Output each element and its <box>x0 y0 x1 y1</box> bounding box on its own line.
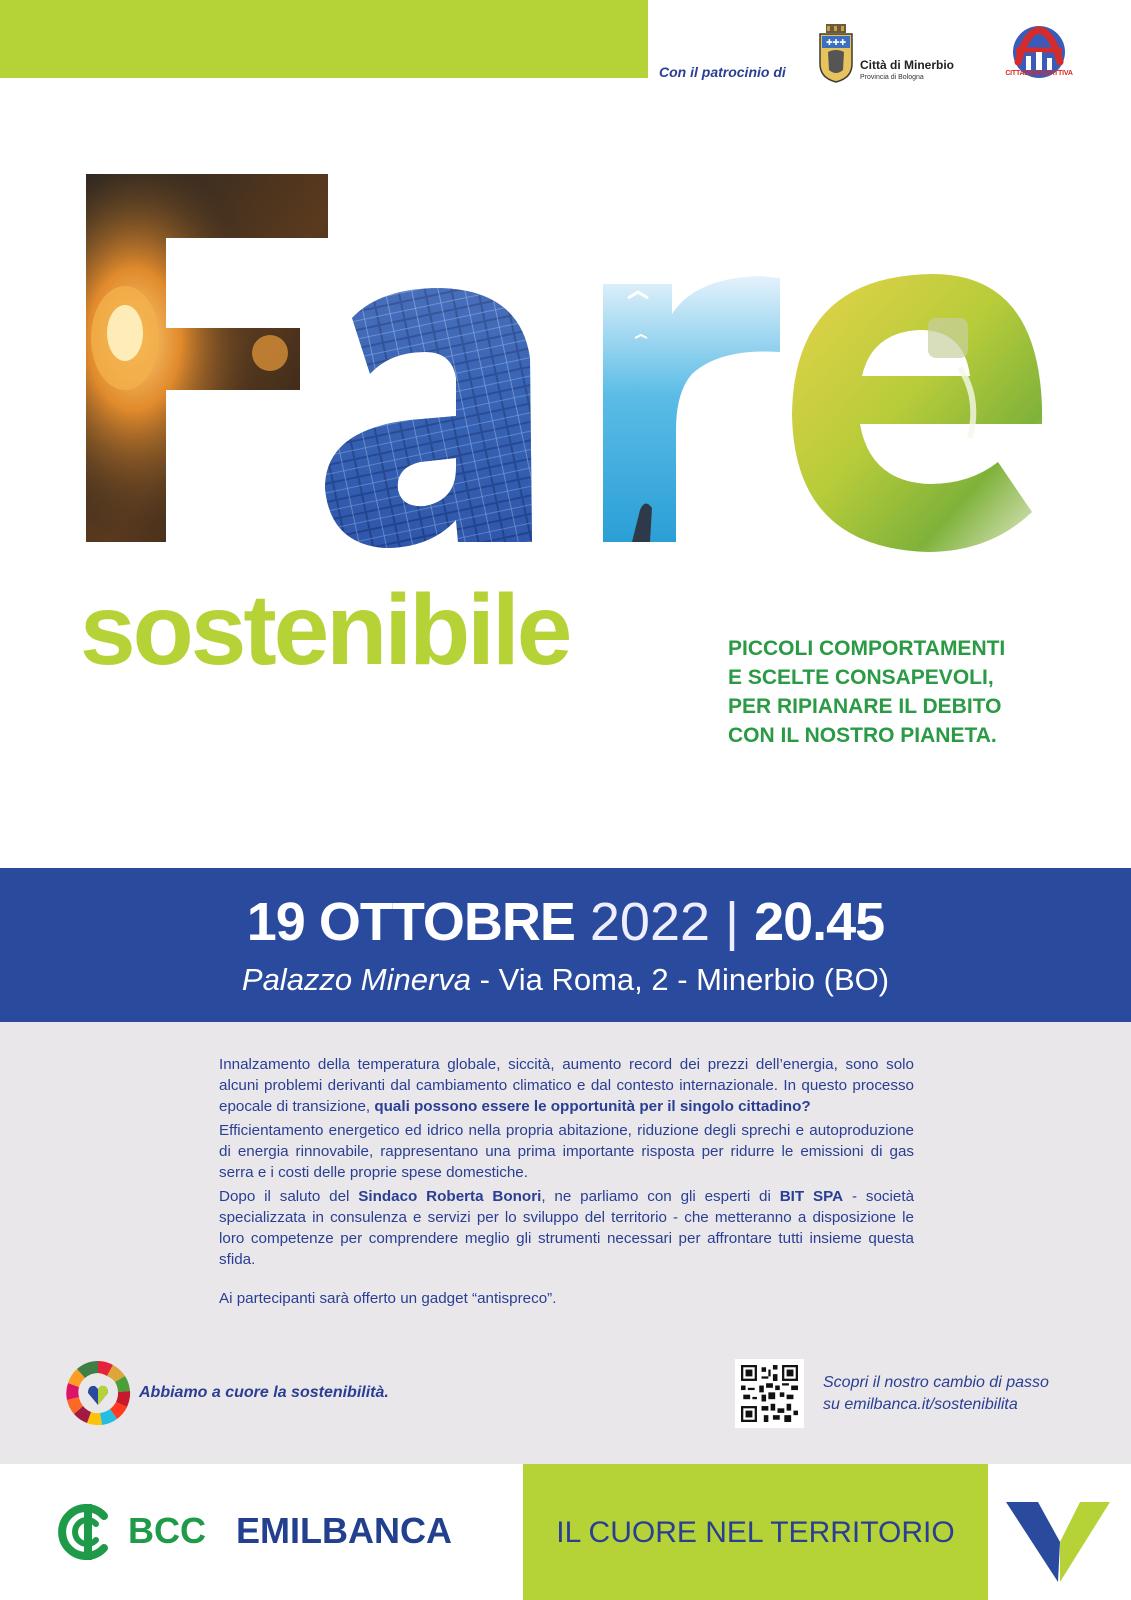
hero-title <box>80 168 1060 558</box>
sustainability-claim: Abbiamo a cuore la sostenibilità. <box>139 1384 389 1401</box>
slogan-box <box>523 1464 988 1600</box>
bcc-label: BCC <box>128 1510 206 1551</box>
footer <box>0 1464 1131 1600</box>
qr-code-icon[interactable] <box>735 1359 804 1428</box>
bank-slogan: IL CUORE NEL TERRITORIO <box>556 1516 955 1549</box>
body-paragraph-3 <box>219 1186 914 1270</box>
discover-link[interactable] <box>823 1372 1049 1416</box>
hero-tagline <box>728 634 1005 750</box>
association-name: CITTADINANZATTIVA <box>1005 70 1073 77</box>
bcc-logo-icon <box>58 1502 118 1562</box>
event-band <box>0 868 1131 1022</box>
mayor-name: Sindaco Roberta Bonori <box>358 1188 542 1205</box>
city-province: Provincia di Bologna <box>860 74 924 81</box>
letter-f <box>86 174 328 542</box>
city-crest-icon <box>816 24 856 84</box>
letter-a <box>325 288 532 548</box>
gadget-note: Ai partecipanti sarà offerto un gadget “antispreco”. <box>219 1290 557 1307</box>
body-paragraph-2: Efficientamento energetico ed idrico nella propria abitazione, riduzione degli sprechi e autoproduzione di energia rinnovabile, rappresentano una prima importante risposta per ridurre le emissioni di gas serra e i costi delle proprie spese domestiche. <box>219 1122 914 1181</box>
tagline-line: PICCOLI COMPORTAMENTI <box>728 637 1006 660</box>
tagline-line: PER RIPIANARE IL DEBITO <box>728 695 1002 718</box>
discover-line-1: Scopri il nostro cambio di passo <box>823 1374 1049 1391</box>
body-text <box>219 1054 914 1273</box>
event-separator: | <box>725 892 740 952</box>
body-text-span: Innalzamento della temperatura globale, siccità, aumento record dei prezzi dell’energia, sono solo alcuni problemi derivanti dal cambiamento climatico e dal contesto internazionale. In questo processo epocale di transizione, <box>219 1056 914 1115</box>
body-text-span: - società specializzata in consulenza e servizi per lo sviluppo del territorio - che metteranno a disposizione le loro competenze per comprendere meglio gli strumenti necessari per affrontare tutti insieme questa sfida. <box>219 1188 915 1268</box>
event-venue: Palazzo Minerva <box>241 962 472 997</box>
heart-logo-icon <box>1004 1498 1112 1582</box>
event-address: - Via Roma, 2 - Minerbio (BO) <box>471 962 890 997</box>
hero-subtitle: sostenibile <box>80 574 570 686</box>
discover-line-2: su emilbanca.it/sostenibilita <box>823 1396 1018 1413</box>
company-name: BIT SPA <box>779 1188 844 1205</box>
body-text-span: , ne parliamo con gli esperti di <box>541 1188 780 1205</box>
event-place <box>0 960 1131 1000</box>
tagline-line: E SCELTE CONSAPEVOLI, <box>728 666 994 689</box>
letter-r <box>603 276 780 542</box>
body-paragraph-1 <box>219 1054 914 1117</box>
body-text-span: Dopo il saluto del <box>219 1188 359 1205</box>
info-section <box>0 1022 1131 1464</box>
top-accent-bar <box>0 0 648 78</box>
event-date <box>0 890 1131 954</box>
hero-title-text: Fare <box>80 168 83 169</box>
body-question: quali possono essere le opportunità per il singolo cittadino? <box>374 1098 811 1115</box>
patronage-label: Con il patrocinio di <box>659 64 786 80</box>
event-year: 2022 <box>589 892 711 952</box>
city-name: Città di Minerbio <box>860 58 954 72</box>
event-time: 20.45 <box>754 892 885 952</box>
tagline-line: CON IL NOSTRO PIANETA. <box>728 724 997 747</box>
letter-e <box>792 274 1042 552</box>
event-day: 19 OTTOBRE <box>246 892 575 952</box>
bank-name: EMILBANCA <box>236 1510 452 1551</box>
svg-text:✚✚✚: ✚✚✚ <box>825 38 847 47</box>
sdg-wheel-icon <box>65 1360 131 1426</box>
